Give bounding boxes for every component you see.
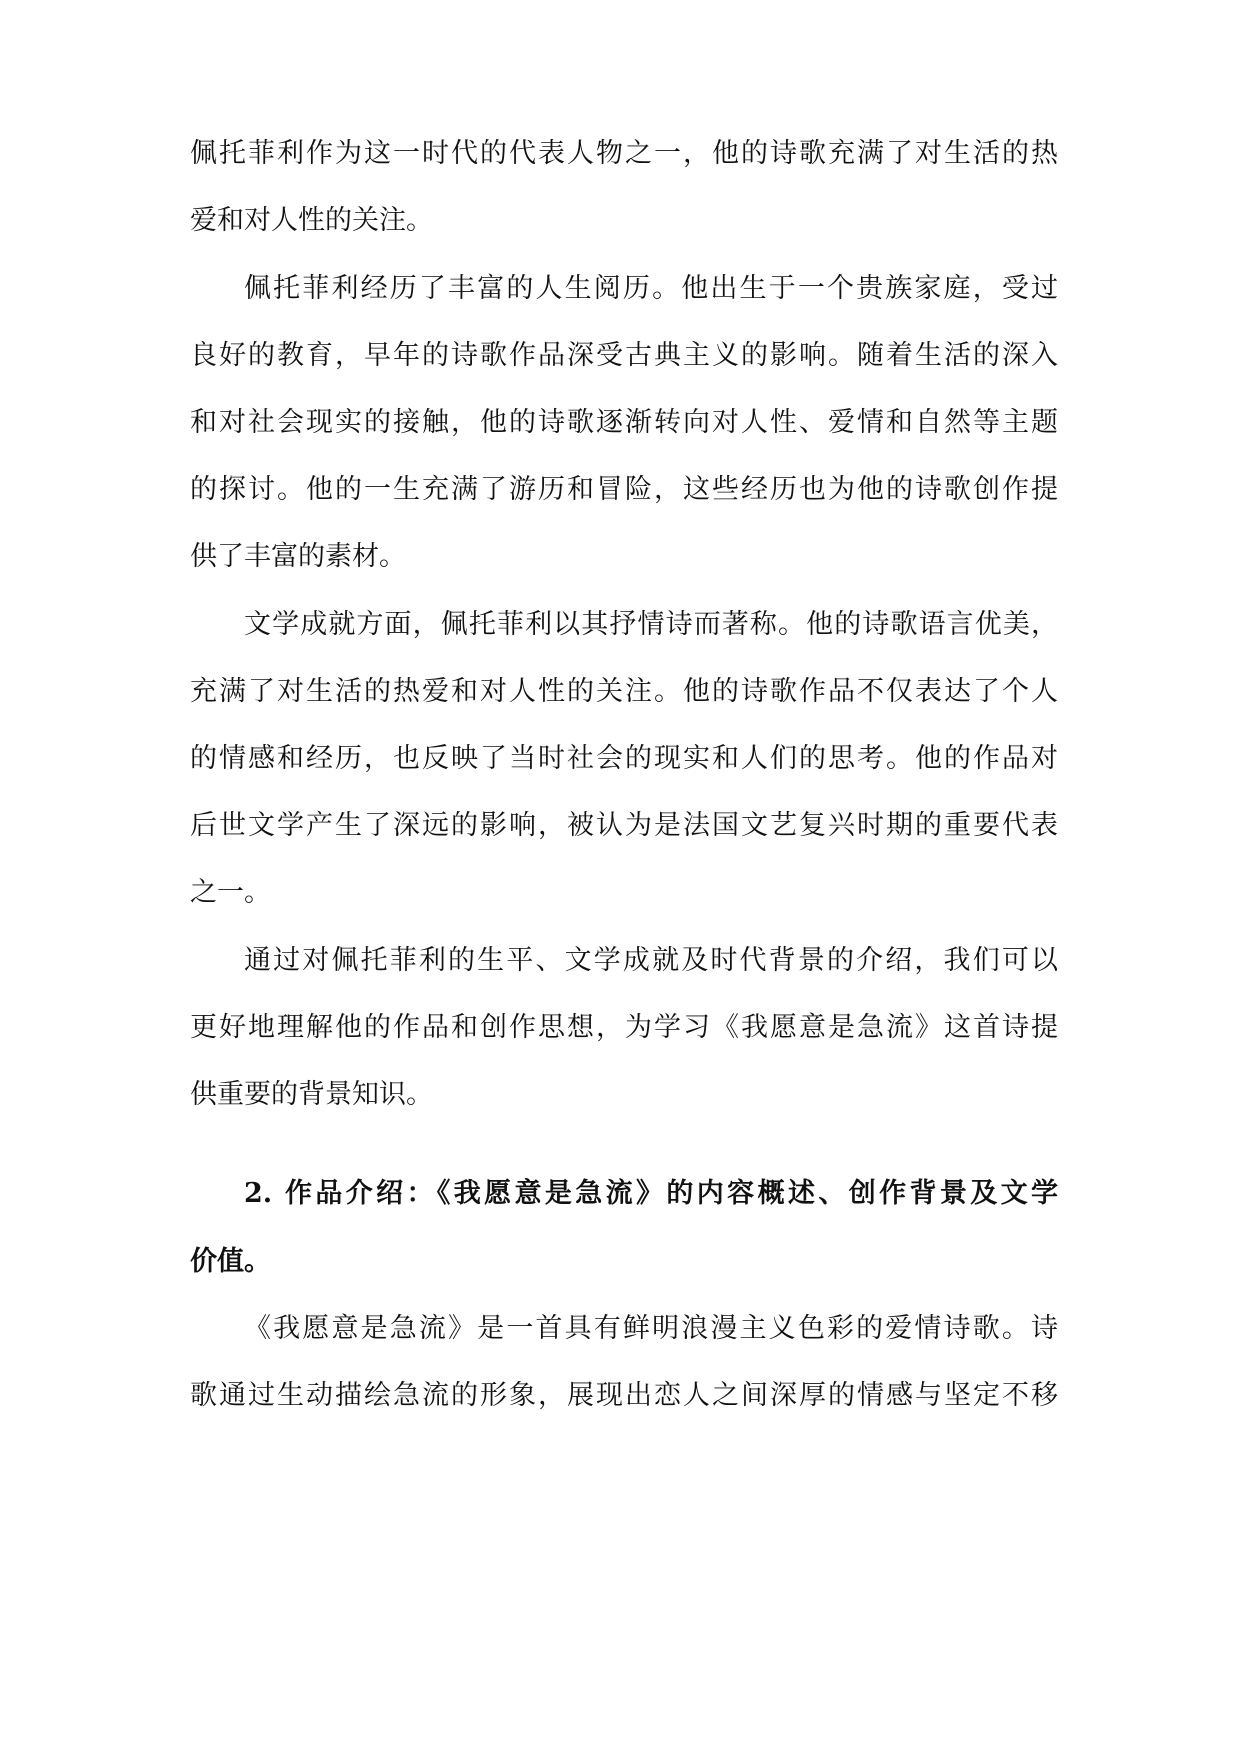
- paragraph-2-line-3: 和对社会现实的接触，他的诗歌逐渐转向对人性、爱情和自然等主题: [190, 407, 1058, 438]
- paragraph-4-line-1: 通过对佩托菲利的生平、文学成就及时代背景的介绍，我们可以: [244, 945, 1058, 976]
- paragraph-3-line-3: 的情感和经历，也反映了当时社会的现实和人们的思考。他的作品对: [190, 743, 1058, 774]
- paragraph-1-line-1: 佩托菲利作为这一时代的代表人物之一，他的诗歌充满了对生活的热: [190, 138, 1058, 169]
- section-heading-line-1: 2. 作品介绍：《我愿意是急流》的内容概述、创作背景及文学: [244, 1178, 1058, 1209]
- paragraph-5-line-1: 《我愿意是急流》是一首具有鲜明浪漫主义色彩的爱情诗歌。诗: [244, 1313, 1058, 1344]
- paragraph-2-line-4: 的探讨。他的一生充满了游历和冒险，这些经历也为他的诗歌创作提: [190, 474, 1058, 505]
- paragraph-1-line-2: 爱和对人性的关注。: [190, 205, 433, 236]
- paragraph-2-line-5: 供了丰富的素材。: [190, 541, 406, 572]
- paragraph-2-line-1: 佩托菲利经历了丰富的人生阅历。他出生于一个贵族家庭，受过: [244, 273, 1058, 304]
- paragraph-5-line-2: 歌通过生动描绘急流的形象，展现出恋人之间深厚的情感与坚定不移: [190, 1380, 1058, 1411]
- paragraph-2-line-2: 良好的教育，早年的诗歌作品深受古典主义的影响。随着生活的深入: [190, 340, 1058, 371]
- paragraph-3-line-2: 充满了对生活的热爱和对人性的关注。他的诗歌作品不仅表达了个人: [190, 676, 1058, 707]
- section-heading-line-2: 价值。: [190, 1246, 271, 1277]
- paragraph-3-line-4: 后世文学产生了深远的影响，被认为是法国文艺复兴时期的重要代表: [190, 810, 1058, 841]
- paragraph-4-line-3: 供重要的背景知识。: [190, 1079, 433, 1110]
- paragraph-3-line-1: 文学成就方面，佩托菲利以其抒情诗而著称。他的诗歌语言优美，: [244, 609, 1058, 640]
- paragraph-4-line-2: 更好地理解他的作品和创作思想，为学习《我愿意是急流》这首诗提: [190, 1012, 1058, 1043]
- paragraph-3-line-5: 之一。: [190, 877, 271, 908]
